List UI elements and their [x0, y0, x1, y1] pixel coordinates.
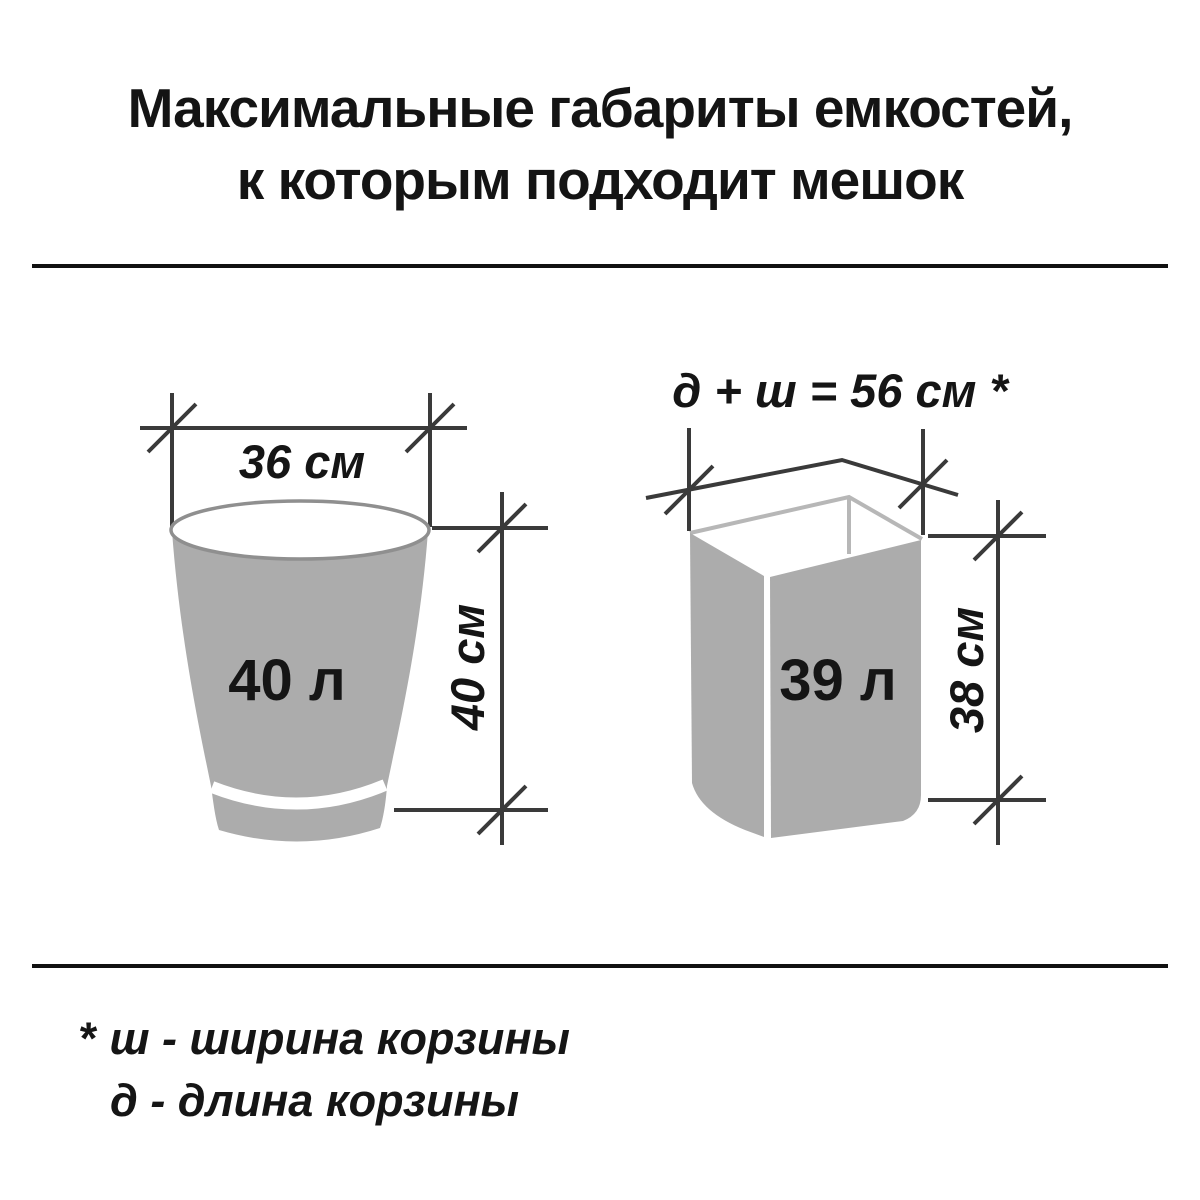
basket-figure [646, 364, 1046, 845]
footnote-asterisk: * [78, 1013, 96, 1064]
containers-diagram [0, 280, 1200, 960]
bucket-rim [171, 501, 429, 559]
page-title [0, 72, 1200, 216]
bucket-height-label: 40 см [441, 603, 494, 731]
basket-formula-label: д + ш = 56 см * [672, 364, 1008, 417]
title-line-2: к которым подходит мешок [236, 149, 964, 211]
bucket-volume-label: 40 л [228, 648, 346, 713]
basket-volume-label: 39 л [779, 648, 897, 713]
footnote-width-definition: ш - ширина корзины [109, 1013, 570, 1064]
bottom-divider [32, 964, 1168, 968]
footnote [78, 1008, 570, 1132]
top-divider [32, 264, 1168, 268]
bucket-figure [140, 393, 548, 845]
basket-height-label: 38 см [940, 606, 993, 734]
title-line-1: Максимальные габариты емкостей, [127, 77, 1073, 139]
basket-left-face [690, 533, 764, 837]
basket-height-dimension [928, 500, 1046, 845]
dimension-line [646, 460, 958, 498]
footnote-line-1 [78, 1008, 570, 1070]
footnote-line-2 [78, 1070, 570, 1132]
footnote-length-definition: д - длина корзины [110, 1075, 520, 1126]
bucket-width-label: 36 см [238, 435, 366, 488]
